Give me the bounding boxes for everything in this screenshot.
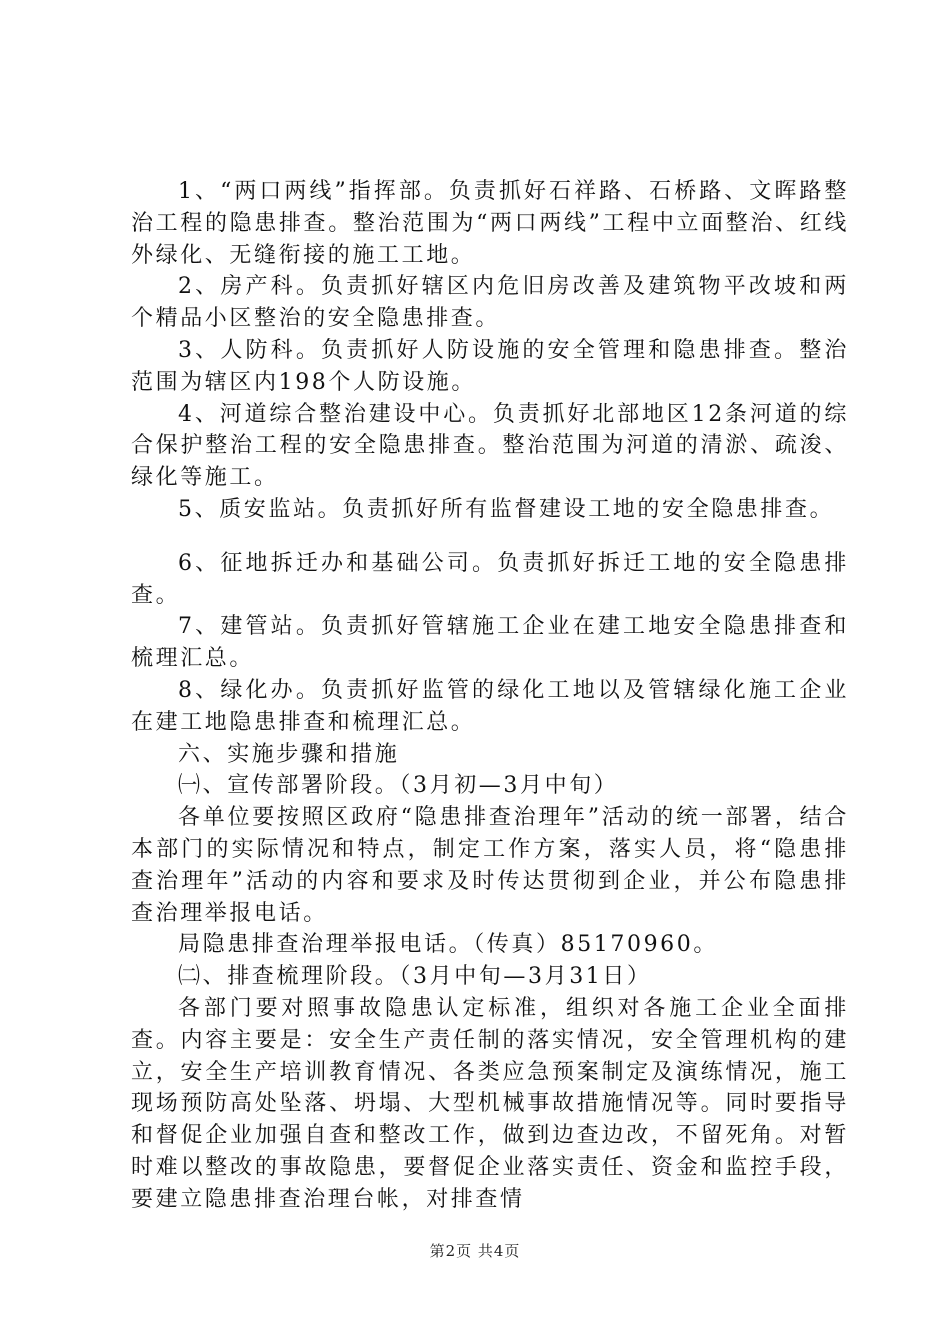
document-body [131, 176, 849, 1216]
paragraph-5: 5、质安监站。负责抓好所有监督建设工地的安全隐患排查。 [178, 496, 835, 522]
paragraph-stage-1: 各单位要按照区政府“隐患排查治理年”活动的统一部署，结合本部门的实际情况和特点，制定工作方案，落实人员，将“隐患排查治理年”活动的内容和要求及时传达贯彻到企业，并公布隐患排查治理举报电话。 [131, 805, 849, 926]
stage-heading-1: ㈠、宣传部署阶段。（3月初—3月中旬） [178, 773, 619, 799]
paragraph-8: 8、绿化办。负责抓好监管的绿化工地以及管辖绿化施工企业在建工地隐患排查和梳理汇总。 [131, 677, 849, 735]
paragraph-1: 1、“两口两线”指挥部。负责抓好石祥路、石桥路、文晖路整治工程的隐患排查。整治范围为“两口两线”工程中立面整治、红线外绿化、无缝衔接的施工工地。 [131, 179, 849, 268]
paragraph-7: 7、建管站。负责抓好管辖施工企业在建工地安全隐患排查和梳理汇总。 [131, 614, 849, 672]
paragraph-stage-2: 各部门要对照事故隐患认定标准，组织对各施工企业全面排查。内容主要是：安全生产责任制的落实情况，安全管理机构的建立，安全生产培训教育情况、各类应急预案制定及演练情况，施工现场预防高处坠落、坍塌、大型机械事故措施情况等。同时要指导和督促企业加强自查和整改工作，做到边查边改，不留死角。对暂时难以整改的事故隐患，要督促企业落实责任、资金和监控手段，要建立隐患排查治理台帐，对排查情 [131, 995, 849, 1212]
paragraph-6: 6、征地拆迁办和基础公司。负责抓好拆迁工地的安全隐患排查。 [131, 550, 849, 608]
paragraph-gap [131, 526, 849, 548]
paragraph-2: 2、房产科。负责抓好辖区内危旧房改善及建筑物平改坡和两个精品小区整治的安全隐患排查。 [131, 274, 849, 332]
stage-heading-2: ㈡、排查梳理阶段。（3月中旬—3月31日） [178, 964, 652, 990]
paragraph-4: 4、河道综合整治建设中心。负责抓好北部地区12条河道的综合保护整治工程的安全隐患排查。整治范围为河道的清淤、疏浚、绿化等施工。 [131, 401, 849, 491]
hotline-paragraph: 局隐患排查治理举报电话。（传真）85170960。 [178, 932, 718, 958]
paragraph-3: 3、人防科。负责抓好人防设施的安全管理和隐患排查。整治范围为辖区内198个人防设施。 [131, 337, 849, 395]
section-heading-6: 六、实施步骤和措施 [178, 741, 400, 767]
page-footer: 第2页 共4页 [429, 1242, 521, 1260]
